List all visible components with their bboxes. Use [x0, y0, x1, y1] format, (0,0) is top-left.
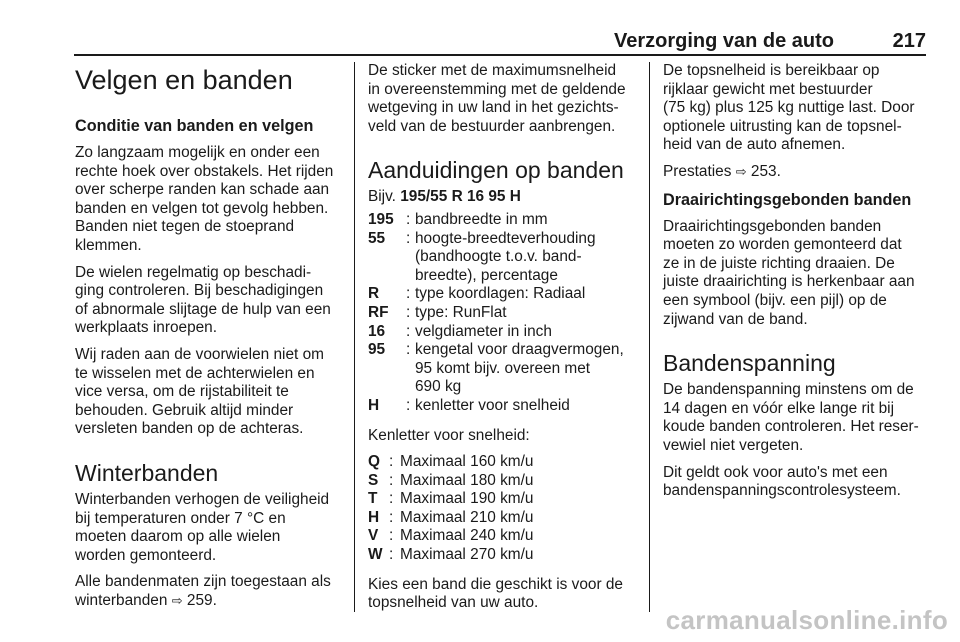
- section-heading-tire-pressure: Bandenspanning: [663, 350, 836, 377]
- page-reference: 259.: [186, 591, 217, 609]
- paragraph: De topsnelheid is bereikbaar op rijklaar gewicht met bestuurder (75 kg) plus 125 kg nuttige last. Door optionele uitrusting kan de topsnel‐ heid van de auto afnemen.: [663, 62, 915, 154]
- column-1: [75, 62, 341, 618]
- section-heading-winter-tires: Winterbanden: [75, 459, 219, 486]
- paragraph: De sticker met de maximumsnelheid in overeenstemming met de geldende wetgeving in uw land in het gezichts‐ veld van de bestuurder aanbrengen.: [368, 62, 626, 135]
- section-title: Verzorging van de auto: [613, 30, 834, 52]
- section-heading-directional-tires: Draairichtingsgebonden banden: [663, 190, 912, 209]
- paragraph: Dit geldt ook voor auto's met een bandenspanningscontrolesysteem.: [663, 463, 901, 500]
- section-heading-tire-markings: Aanduidingen op banden: [368, 157, 624, 184]
- tire-code-definitions: 195 : bandbreedte in mm 55 : hoogte-breedteverhouding (bandhoogte t.o.v. band‐ breedte), percentage R : type koordlagen: Radiaal RF : type: RunFlat 16 : velgdiameter in inch 95 : kengetal voor draagvermogen, 95 komt bijv. overeen met 690 kg H : kenletter voor snelheid: [368, 210, 624, 414]
- paragraph: Draairichtingsgebonden banden moeten zo worden gemonteerd dat ze in de juiste richting draaien. De juiste draairichting is herkenbaar aan een symbool (bijv. een pijl) op de zijwand van de band.: [663, 217, 915, 328]
- chapter-title: Velgen en banden: [75, 65, 293, 95]
- paragraph: Winterbanden verhogen de veiligheid bij temperaturen onder 7 °C en moeten daarom op alle wielen worden gemonteerd.: [75, 490, 330, 564]
- paragraph: Wij raden aan de voorwielen niet om te wisselen met de achterwielen en vice versa, om de rijstabiliteit te behouden. Gebruik altijd minder versleten banden op de achteras.: [75, 345, 324, 438]
- watermark: carmanualsonline.info: [665, 605, 948, 635]
- paragraph: Kies een band die geschikt is voor de topsnelheid van uw auto.: [368, 575, 623, 612]
- speed-index-intro: Kenletter voor snelheid:: [368, 426, 530, 444]
- paragraph: Zo langzaam mogelijk en onder een rechte hoek over obstakels. Het rijden over scherpe randen kan schade aan banden en velgen tot gevolg hebben. Banden niet tegen de stoeprand klemmen.: [75, 144, 334, 254]
- page-header: [74, 28, 926, 56]
- column-2: [368, 62, 634, 621]
- section-heading-tire-condition: Conditie van banden en velgen: [75, 117, 314, 135]
- page-reference-arrow-icon: ⇨: [171, 592, 183, 608]
- paragraph: De bandenspanning minstens om de 14 dagen en vóór elke lange rit bij koude banden controleren. Het reser‐ vewiel niet vergeten.: [663, 381, 919, 454]
- paragraph: Alle bandenmaten zijn toegestaan als winterbanden ⇨ 259.: [75, 573, 331, 609]
- speed-index-list: Q : Maximaal 160 km/u S : Maximaal 180 km/u T : Maximaal 190 km/u H : Maximaal 210 km/u V : Maximaal 240 km/u W : Maximaal 270 km/u: [368, 453, 534, 564]
- page-reference-arrow-icon: ⇨: [735, 163, 747, 179]
- page-number: 217: [892, 30, 926, 52]
- column-3: [663, 62, 927, 509]
- paragraph: Prestaties ⇨ 253.: [663, 162, 781, 180]
- tire-code-example: Bijv. 195/55 R 16 95 H: [368, 188, 521, 206]
- column-divider: [649, 62, 650, 612]
- column-divider: [354, 62, 355, 612]
- page-reference: 253.: [750, 162, 781, 180]
- paragraph: De wielen regelmatig op beschadi‐ ging controleren. Bij beschadigingen of abnormale slijtage de hulp van een werkplaats inroepen.: [75, 263, 331, 337]
